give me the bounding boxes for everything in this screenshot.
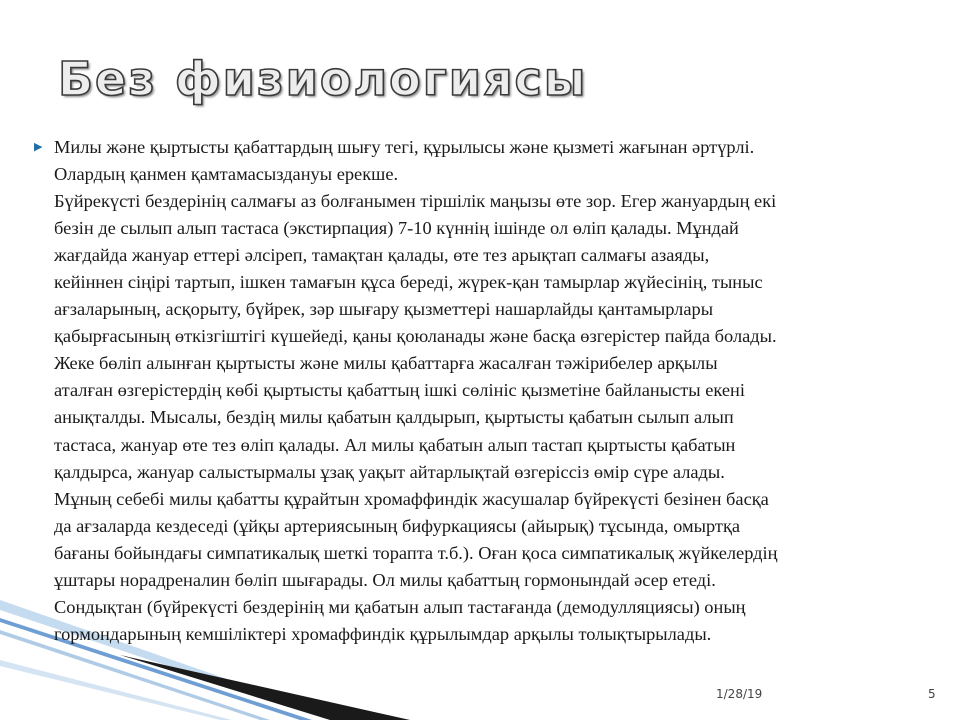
body-line: анықталды. Мысалы, бездің милы қабатын қалдырып, қыртысты қабатын сылып алып	[54, 407, 734, 428]
slide-title: Без физиологиясы	[58, 52, 588, 106]
body-line: ұштары норадреналин бөліп шығарады. Ол милы қабаттың гормонындай әсер етеді.	[54, 569, 716, 590]
body-line: Сондықтан (бүйрекүсті бездерінің ми қабатын алып тастағанда (демодулляциясы) оның	[54, 596, 746, 617]
slide-body-text	[54, 134, 944, 648]
body-line: Жеке бөліп алынған қыртысты және милы қабаттарға жасалған тәжірибелер арқылы	[54, 353, 718, 374]
body-line: Мұның себебі милы қабатты құрайтын хромаффиндік жасушалар бүйрекүсті безінен басқа	[54, 488, 769, 509]
page-number: 5	[928, 687, 936, 701]
body-line: кейіннен сіңірі тартып, ішкен тамағын құса береді, жүрек-қан тамырлар жүйесінің, тыныс	[54, 272, 763, 293]
body-line: Милы және қыртысты қабаттардың шығу тегі, құрылысы және қызметі жағынан әртүрлі.	[54, 137, 755, 157]
body-line: безін де сылып алып тастаса (экстирпация) 7-10 күннің ішінде ол өліп қалады. Мұндай	[54, 218, 739, 239]
body-line: аталған өзгерістердің көбі қыртысты қабаттың ішкі сөлініс қызметіне байланысты екені	[54, 380, 745, 401]
body-line: гормондарының кемшіліктері хромаффиндік құрылымдар арқылы толықтырылады.	[54, 623, 712, 644]
body-line: жағдайда жануар еттері әлсіреп, тамақтан қалады, өте тез арықтап салмағы азаяды,	[54, 245, 710, 266]
body-line: Бүйрекүсті бездерінің салмағы аз болғанымен тіршілік маңызы өте зор. Егер жануардың екі	[54, 191, 777, 212]
body-line: да ағзаларда кездеседі (ұйқы артериясының бифуркациясы (айырық) тұсында, омыртқа	[54, 515, 741, 536]
body-line: қабырғасының өткізгіштігі күшейеді, қаны қоюланады және басқа өзгерістер пайда болады.	[54, 326, 777, 347]
triangle-bullet-icon: ▶	[34, 140, 43, 153]
body-line: бағаны бойындағы симпатикалық шеткі торапта т.б.). Оған қоса симпатикалық жүйкелердің	[54, 542, 778, 563]
footer-date: 1/28/19	[716, 687, 763, 701]
body-line: ағзаларының, асқорыту, бүйрек, зәр шығару қызметтері нашарлайды қантамырлары	[54, 299, 714, 320]
body-line: Олардың қанмен қамтамасыздануы ерекше.	[54, 164, 399, 185]
body-line: қалдырса, жануар салыстырмалы ұзақ уақыт айтарлықтай өзгеріссіз өмір сүре алады.	[54, 461, 725, 482]
body-line: тастаса, жануар өте тез өліп қалады. Ал милы қабатын алып тастап қыртысты қабатын	[54, 434, 736, 455]
